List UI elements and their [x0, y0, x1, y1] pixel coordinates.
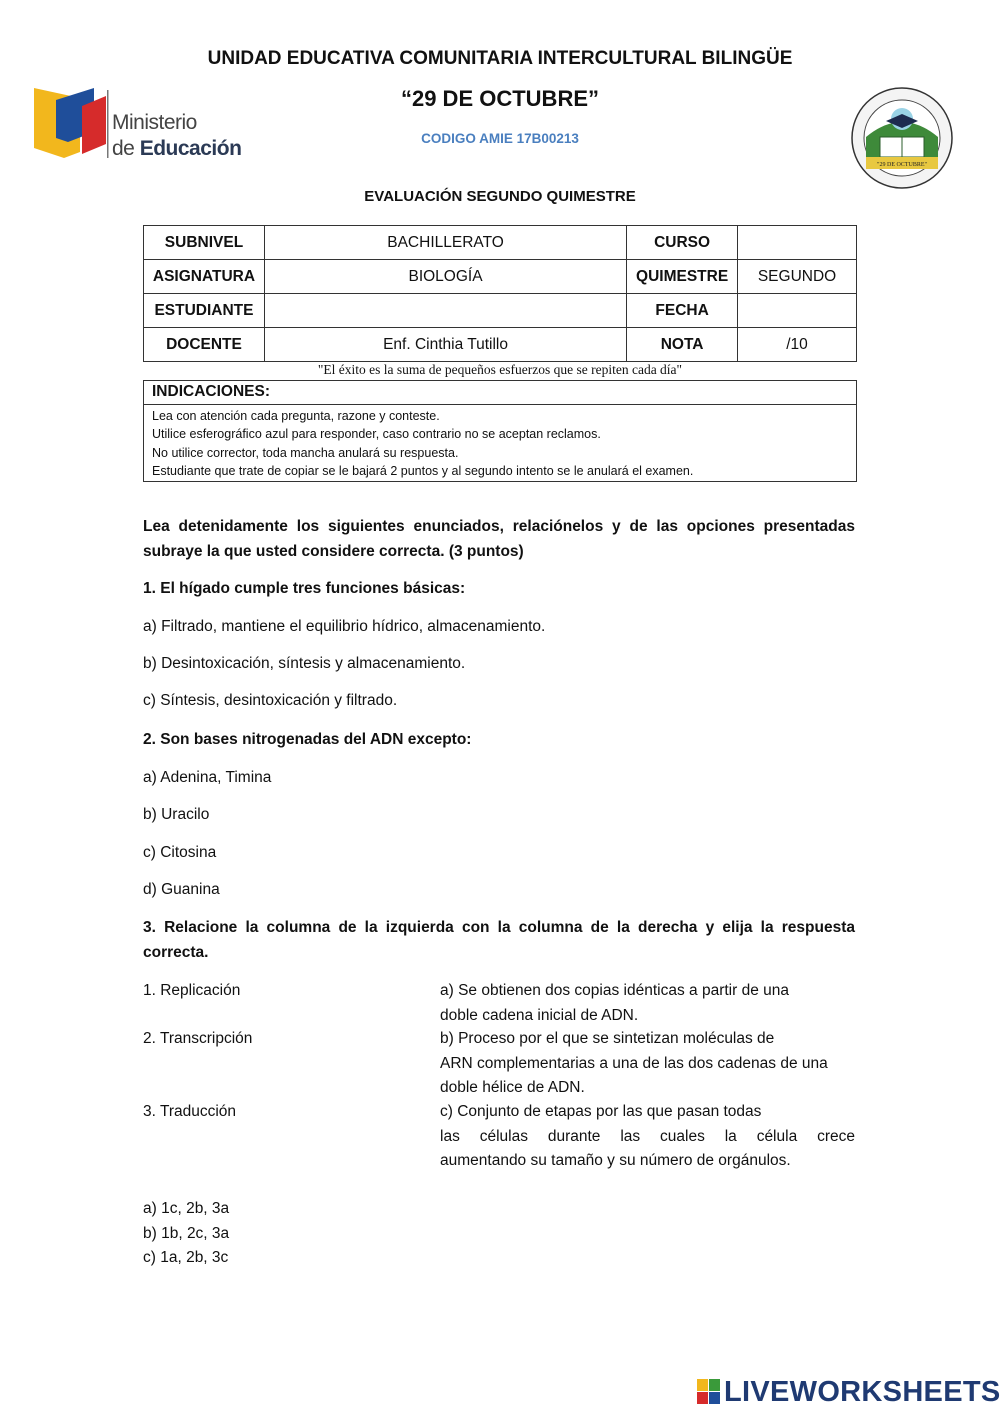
- question-3-line1: 3. Relacione la columna de la izquierda con la columna de la derecha y elija la respuesta: [143, 919, 855, 936]
- educacion-text: de Educación: [112, 137, 242, 160]
- q3-left-2: 2. Transcripción: [143, 1030, 253, 1047]
- indicaciones-box: [143, 380, 857, 482]
- table-row: [144, 328, 857, 362]
- estudiante-field[interactable]: [264, 294, 626, 328]
- q3-right-c-line: aumentando su tamaño y su número de orgánulos.: [440, 1152, 791, 1169]
- instructions-line2: subraye la que usted considere correcta. (3 puntos): [143, 542, 524, 560]
- motivational-quote: "El éxito es la suma de pequeños esfuerzos que se repiten cada día": [317, 362, 683, 377]
- subnivel-value: BACHILLERATO: [264, 226, 626, 260]
- school-name: “29 DE OCTUBRE”: [400, 86, 600, 111]
- q1-option-c[interactable]: c) Síntesis, desintoxicación y filtrado.: [143, 692, 398, 709]
- question-3-line2: correcta.: [143, 943, 209, 961]
- table-row: [144, 260, 857, 294]
- instructions: [143, 515, 855, 564]
- q3-right-b: [440, 1027, 855, 1101]
- q3-right-b-line: b) Proceso por el que se sintetizan moléculas de: [440, 1030, 775, 1047]
- indicacion-line: No utilice corrector, toda mancha anulará su respuesta.: [152, 445, 459, 460]
- ministerio-text: Ministerio: [112, 111, 197, 134]
- curso-label: CURSO: [627, 226, 738, 260]
- quimestre-value: SEGUNDO: [738, 260, 857, 294]
- q2-option-a[interactable]: a) Adenina, Timina: [143, 769, 272, 786]
- q2-option-c[interactable]: c) Citosina: [143, 844, 217, 861]
- question-2: 2. Son bases nitrogenadas del ADN excepto:: [143, 731, 472, 748]
- q3-right-c-line: c) Conjunto de etapas por las que pasan todas: [440, 1103, 762, 1120]
- q1-option-a[interactable]: a) Filtrado, mantiene el equilibrio hídrico, almacenamiento.: [143, 618, 546, 635]
- logo-red-shape: [82, 96, 106, 154]
- amie-code: CODIGO AMIE 17B00213: [421, 131, 579, 146]
- q3-right-a: [440, 979, 855, 1028]
- q3-right-c-line: las células durante las cuales la célula crece: [440, 1127, 855, 1145]
- q2-option-d[interactable]: d) Guanina: [143, 881, 220, 898]
- q3-right-a-line: a) Se obtienen dos copias idénticas a partir de una: [440, 982, 789, 999]
- q3-right-a-line: doble cadena inicial de ADN.: [440, 1006, 639, 1024]
- liveworksheets-watermark: LIVEWORKSHEETS: [724, 1376, 1000, 1408]
- q2-option-b[interactable]: b) Uracilo: [143, 806, 210, 823]
- quimestre-label: QUIMESTRE: [627, 260, 738, 294]
- indicacion-line: Lea con atención cada pregunta, razone y conteste.: [152, 409, 440, 423]
- curso-field[interactable]: [738, 226, 857, 260]
- q3-right-b-line: ARN complementarias a una de las dos cadenas de una: [440, 1054, 828, 1072]
- q3-answer-b[interactable]: b) 1b, 2c, 3a: [143, 1224, 230, 1242]
- indicacion-line: Estudiante que trate de copiar se le bajará 2 puntos y al segundo intento se le anulará el examen.: [152, 463, 694, 478]
- q3-answer-c[interactable]: c) 1a, 2b, 3c: [143, 1249, 229, 1266]
- table-row: [144, 226, 857, 260]
- nota-value: /10: [738, 328, 857, 362]
- docente-label: DOCENTE: [144, 328, 265, 362]
- school-title: UNIDAD EDUCATIVA COMUNITARIA INTERCULTURAL BILINGÜE: [207, 48, 793, 69]
- q3-right-b-line: doble hélice de ADN.: [440, 1079, 585, 1096]
- student-info-table: [143, 225, 857, 362]
- indicacion-line: Utilice esferográfico azul para responder, caso contrario no se aceptan reclamos.: [152, 427, 601, 442]
- fecha-label: FECHA: [627, 294, 738, 328]
- q3-answers: [143, 1197, 855, 1271]
- school-seal: [846, 85, 958, 191]
- seal-caption: "29 DE OCTUBRE": [877, 162, 927, 168]
- nota-label: NOTA: [627, 328, 738, 362]
- docente-value: Enf. Cinthia Tutillo: [264, 328, 626, 362]
- instructions-line1: Lea detenidamente los siguientes enunciados, relaciónelos y de las opciones presentadas: [143, 518, 855, 535]
- liveworksheets-logo-icon: [697, 1379, 721, 1405]
- q3-answer-a[interactable]: a) 1c, 2b, 3a: [143, 1200, 230, 1217]
- fecha-field[interactable]: [738, 294, 857, 328]
- q3-right-c: [440, 1100, 855, 1174]
- q1-option-b[interactable]: b) Desintoxicación, síntesis y almacenamiento.: [143, 655, 466, 672]
- asignatura-value: BIOLOGÍA: [264, 260, 626, 294]
- question-3: [143, 916, 855, 965]
- q3-left-1: 1. Replicación: [143, 982, 241, 999]
- subnivel-label: SUBNIVEL: [144, 226, 265, 260]
- estudiante-label: ESTUDIANTE: [144, 294, 265, 328]
- indicaciones-title: INDICACIONES:: [144, 381, 856, 405]
- table-row: [144, 294, 857, 328]
- asignatura-label: ASIGNATURA: [144, 260, 265, 294]
- evaluation-title: EVALUACIÓN SEGUNDO QUIMESTRE: [364, 188, 636, 205]
- question-1: 1. El hígado cumple tres funciones básicas:: [143, 580, 466, 597]
- q3-left-3: 3. Traducción: [143, 1103, 237, 1120]
